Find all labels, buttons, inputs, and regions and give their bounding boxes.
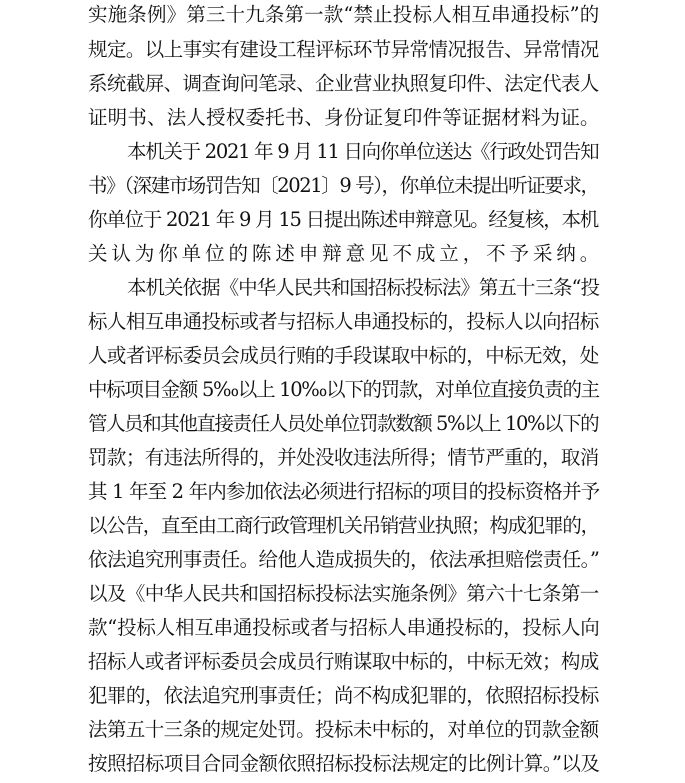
text-line: 人或者评标委员会成员行贿的手段谋取中标的，中标无效，处	[88, 344, 599, 367]
text-line: 本机关于 2021 年 9 月 11 日向你单位送达《行政处罚告知	[127, 140, 599, 163]
text-line: 以公告，直至由工商行政管理机关吊销营业执照；构成犯罪的，	[88, 514, 599, 537]
text-line: 系统截屏、调查询问笔录、企业营业执照复印件、法定代表人	[88, 72, 599, 95]
text-line: 犯罪的，依法追究刑事责任；尚不构成犯罪的，依照招标投标	[88, 684, 599, 707]
text-line: 法第五十三条的规定处罚。投标未中标的，对单位的罚款金额	[88, 718, 599, 741]
text-line: 证明书、法人授权委托书、身份证复印件等证据材料为证。	[88, 106, 600, 129]
text-line: 书》（深建市场罚告知〔2021〕9 号），你单位未提出听证要求，	[88, 174, 599, 197]
text-line: 按照招标项目合同金额依照招标投标法规定的比例计算。”以及	[88, 752, 600, 775]
text-line: 关认为你单位的陈述申辩意见不成立，不予采纳。	[88, 242, 604, 265]
text-line: 其 1 年至 2 年内参加依法必须进行招标的项目的投标资格并予	[88, 480, 600, 503]
text-line: 管人员和其他直接责任人员处单位罚款数额 5%以上 10%以下的	[88, 412, 599, 435]
text-line: 依法追究刑事责任。给他人造成损失的，依法承担赔偿责任。”	[88, 548, 600, 571]
text-line: 罚款；有违法所得的，并处没收违法所得；情节严重的，取消	[88, 446, 599, 469]
text-line: 规定。以上事实有建设工程评标环节异常情况报告、异常情况	[88, 38, 599, 61]
text-line: 你单位于 2021 年 9 月 15 日提出陈述申辩意见。经复核，本机	[88, 208, 599, 231]
text-line: 实施条例》第三十九条第一款“禁止投标人相互串通投标”的	[88, 3, 600, 26]
text-line: 以及《中华人民共和国招标投标法实施条例》第六十七条第一	[88, 582, 599, 605]
text-line: 标人相互串通投标或者与招标人串通投标的，投标人以向招标	[88, 310, 599, 333]
text-line: 中标项目金额 5‰以上 10‰以下的罚款，对单位直接负责的主	[88, 378, 599, 401]
text-line: 款“投标人相互串通投标或者与招标人串通投标的，投标人向	[88, 616, 600, 639]
text-line: 招标人或者评标委员会成员行贿谋取中标的，中标无效；构成	[88, 650, 599, 673]
text-line: 本机关依据《中华人民共和国招标投标法》第五十三条“投	[127, 276, 599, 299]
